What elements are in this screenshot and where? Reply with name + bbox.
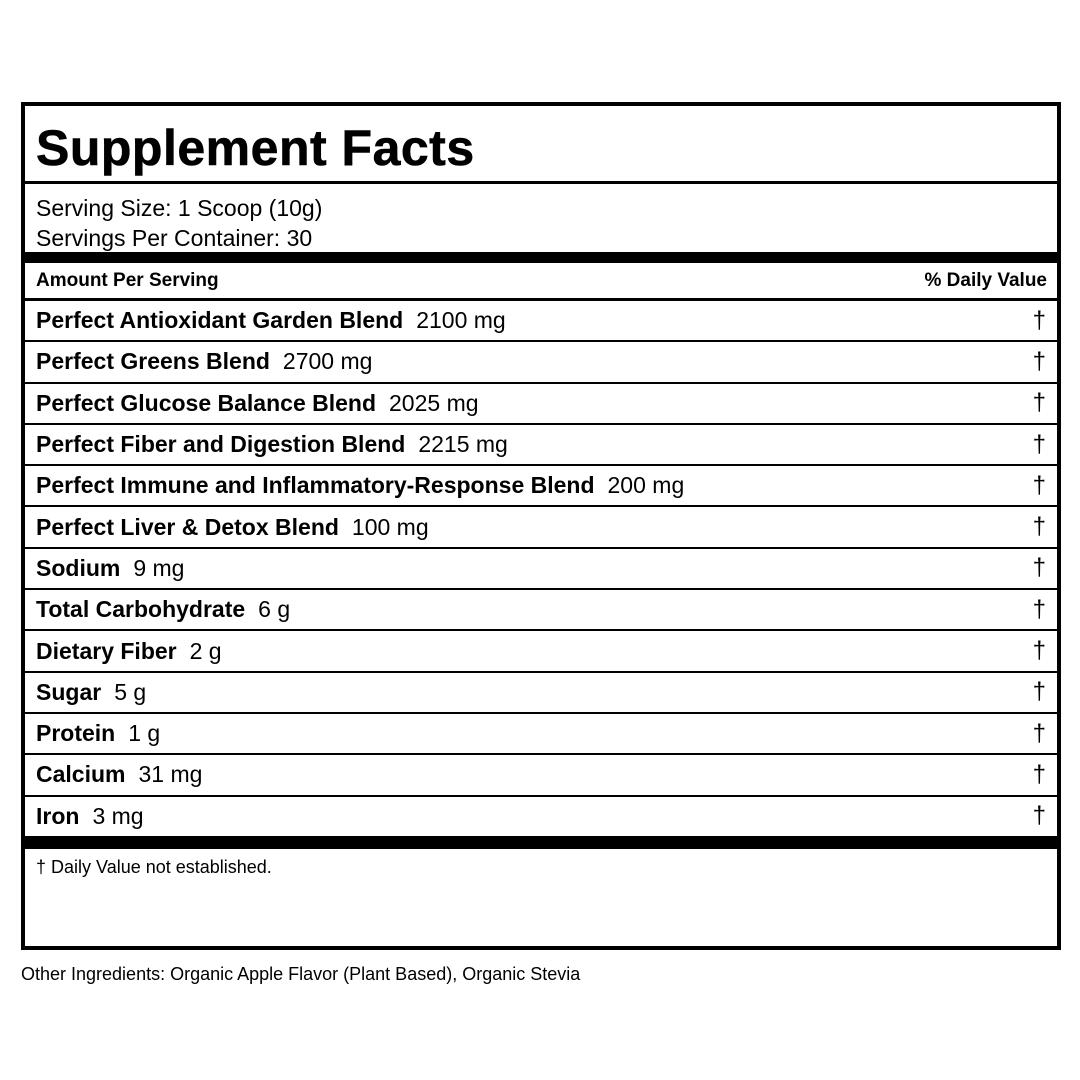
nutrient-name: Total Carbohydrate [36, 596, 246, 623]
nutrient-amount: 1 g [128, 720, 161, 747]
nutrient-amount: 2025 mg [389, 389, 479, 416]
daily-value-mark: † [1032, 802, 1046, 830]
nutrient-name: Iron [36, 802, 80, 829]
nutrient-amount: 9 mg [133, 554, 185, 581]
supplement-facts-panel [21, 102, 1061, 950]
nutrient-amount: 200 mg [607, 472, 685, 499]
nutrient-amount: 2700 mg [282, 348, 373, 375]
panel-title: Supplement Facts [36, 120, 475, 176]
daily-value-mark: † [1032, 760, 1046, 788]
nutrient-amount: 31 mg [138, 761, 203, 788]
thick-divider [25, 838, 1057, 849]
nutrient-amount: 3 mg [92, 802, 144, 829]
daily-value-mark: † [1032, 554, 1046, 582]
nutrient-amount: 2100 mg [416, 307, 506, 334]
nutrient-name: Perfect Fiber and Digestion Blend [36, 431, 406, 458]
nutrient-row [25, 631, 1057, 672]
nutrient-name: Sugar [36, 678, 102, 705]
nutrient-amount: 2215 mg [418, 431, 508, 458]
nutrient-row [25, 797, 1057, 838]
footnote: † Daily Value not established. [36, 856, 272, 877]
nutrient-name: Sodium [36, 554, 121, 581]
nutrient-amount: 2 g [189, 637, 222, 664]
daily-value-mark: † [1032, 678, 1046, 706]
daily-value-mark: † [1032, 595, 1046, 623]
serving-info [25, 184, 1057, 263]
nutrient-row [25, 755, 1057, 796]
nutrient-row [25, 425, 1057, 466]
nutrient-name: Perfect Antioxidant Garden Blend [36, 307, 404, 334]
servings-per-container: Servings Per Container: 30 [36, 225, 313, 251]
column-header-row [25, 263, 1057, 301]
nutrient-name: Protein [36, 720, 116, 747]
nutrient-list [25, 301, 1057, 838]
nutrient-row [25, 301, 1057, 342]
nutrient-row [25, 507, 1057, 548]
daily-value-mark: † [1032, 389, 1046, 417]
nutrient-row [25, 384, 1057, 425]
daily-value-mark: † [1032, 637, 1046, 665]
nutrient-amount: 5 g [114, 678, 147, 705]
nutrient-row [25, 673, 1057, 714]
daily-value-mark: † [1032, 347, 1046, 375]
nutrient-name: Perfect Greens Blend [36, 348, 270, 375]
nutrient-name: Perfect Immune and Inflammatory-Response Blend [36, 472, 595, 499]
daily-value-mark: † [1032, 430, 1046, 458]
title-row [25, 106, 1057, 184]
daily-value-mark: † [1032, 306, 1046, 334]
nutrient-row [25, 342, 1057, 383]
daily-value-mark: † [1032, 471, 1046, 499]
nutrient-name: Dietary Fiber [36, 637, 177, 664]
nutrient-row [25, 590, 1057, 631]
nutrient-row [25, 714, 1057, 755]
serving-size: Serving Size: 1 Scoop (10g) [36, 195, 323, 221]
amount-per-serving-header: Amount Per Serving [36, 269, 219, 291]
nutrient-name: Calcium [36, 761, 126, 788]
daily-value-header: % Daily Value [924, 269, 1047, 291]
nutrient-name: Perfect Liver & Detox Blend [36, 513, 339, 540]
nutrient-amount: 6 g [258, 596, 291, 623]
other-ingredients: Other Ingredients: Organic Apple Flavor (Plant Based), Organic Stevia [21, 964, 581, 984]
daily-value-mark: † [1032, 719, 1046, 747]
daily-value-mark: † [1032, 513, 1046, 541]
nutrient-row [25, 466, 1057, 507]
nutrient-amount: 100 mg [351, 513, 429, 540]
nutrient-name: Perfect Glucose Balance Blend [36, 389, 377, 416]
nutrient-row [25, 549, 1057, 590]
